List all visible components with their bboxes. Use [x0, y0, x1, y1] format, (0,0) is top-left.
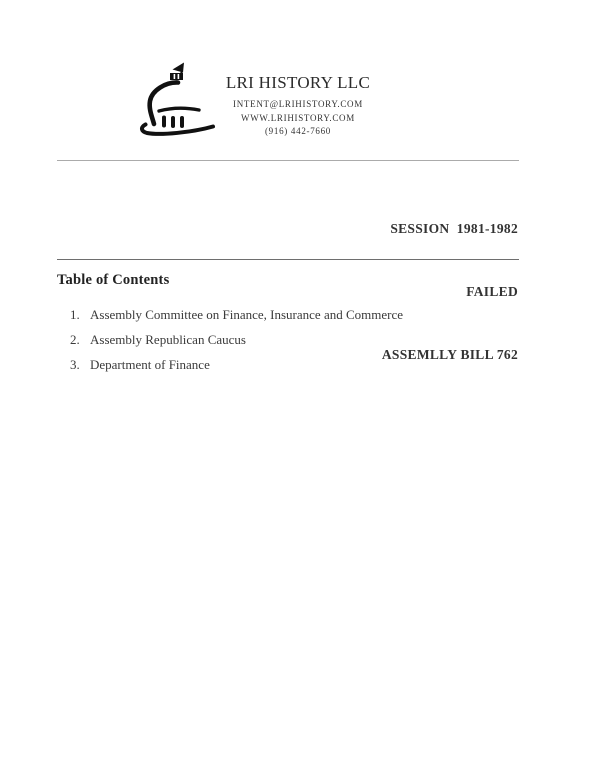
toc-item [70, 357, 537, 372]
toc-item-label: Department of Finance [90, 357, 210, 372]
letterhead [158, 73, 438, 139]
divider-bottom [57, 259, 519, 260]
session-bill-text: ASSEMLLY BILL 762 [381, 347, 518, 362]
toc-item-label: Assembly Committee on Finance, Insurance and Commerce [90, 307, 404, 322]
toc-item-number: 1. [70, 307, 80, 322]
toc-item-number: 3. [70, 357, 80, 372]
session-years-text: SESSION 1981-1982 [390, 221, 518, 236]
toc-item-number: 2. [70, 332, 80, 347]
toc-item [70, 307, 537, 322]
company-name: LRI HISTORY LLC [225, 73, 371, 92]
session-status-text: FAILED [466, 284, 518, 299]
phone-text: (916) 442-7660 [264, 126, 332, 136]
toc-item-label: Assembly Republican Caucus [90, 332, 246, 347]
toc-list [57, 307, 537, 372]
toc-item [70, 332, 537, 347]
toc-title: Table of Contents [57, 272, 170, 288]
divider-top [57, 160, 519, 161]
table-of-contents [57, 271, 537, 382]
website-text: WWW.LRIHISTORY.COM [241, 112, 355, 123]
email-text: INTENT@LRIHISTORY.COM [233, 99, 363, 109]
